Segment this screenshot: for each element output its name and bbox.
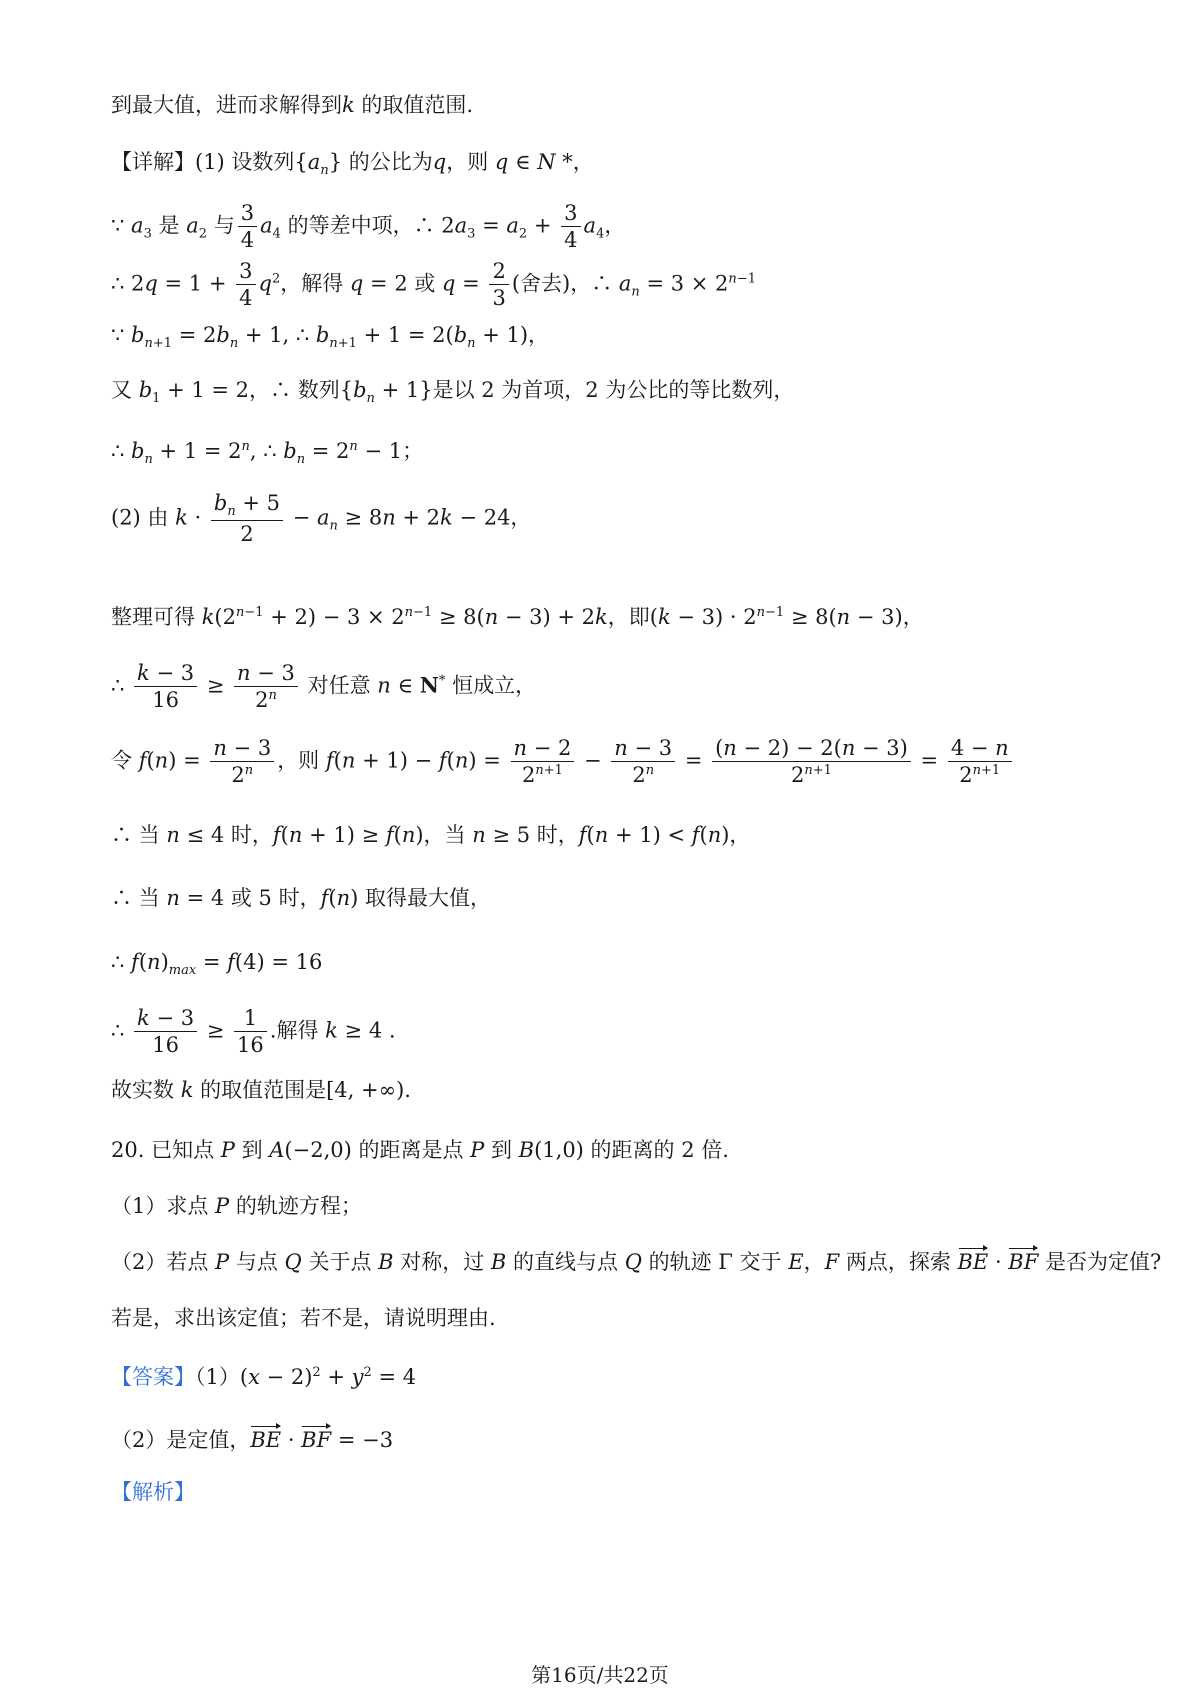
text-line-10: ∴ $\frac{k - 3}{16}$ ≥ $\frac{n - 3}{2^n}$ 对任意 n ∈ N* 恒成立，: [111, 661, 537, 713]
question-20-part-1: （1）求点 P 的轨迹方程；: [111, 1194, 362, 1218]
question-20-part-2-cont: 若是，求出该定值；若不是，请说明理由.: [111, 1306, 496, 1330]
text-line-1: 到最大值，进而求解得到k 的取值范围.: [111, 93, 474, 117]
text-line-8: (2) 由 k · $\frac{b_n + 5}{2}$ − $a_n \ge 8n + 2k - 24$，: [111, 491, 532, 547]
analysis-tag: 【解析】: [111, 1480, 195, 1504]
text-line-14: ∴ $f(n)_{max} = f(4) = 16$: [111, 950, 323, 979]
analysis-tag-line: [111, 1482, 195, 1503]
answer-tag: 【答案】: [111, 1365, 195, 1389]
answer-line-2: （2）是定值，BE · BF = −3: [111, 1428, 394, 1452]
text-line-9: 整理可得 $k(2^{n-1} + 2) - 3 \times 2^{n-1} \ge 8(n - 3) + 2k$，即$(k - 3) \cdot 2^{n-1} \ge 8(n - 3)$，: [111, 605, 924, 629]
text-line-4: ∴ 2q = 1 + $\frac{3}{4}$ $q^2$，解得 q = 2 或 q = $\frac{2}{3}$ (舍去)，∴ $a_n = 3 \times 2^{n-1}$: [111, 259, 756, 311]
text-line-15: ∴ $\frac{k - 3}{16}$ ≥ $\frac{1}{16}$ .解得 k ≥ 4 .: [111, 1006, 396, 1058]
text-line-6: 又 $b_1 + 1 = 2$，∴ 数列$\{b_n + 1\}$是以 2 为首项，2 为公比的等比数列，: [111, 378, 795, 407]
page-footer: 第16页/共22页: [531, 1663, 669, 1687]
text-line-12: ∴ 当 n ≤ 4 时，f(n + 1) ≥ f(n)，当 n ≥ 5 时，f(n + 1) < f(n)，: [111, 823, 751, 847]
text-line-13: ∴ 当 n = 4 或 5 时，f(n) 取得最大值，: [111, 886, 491, 910]
text-line-16: 故实数 k 的取值范围是[4, +∞).: [111, 1078, 411, 1102]
text-line-3: ∵ $a_3$ 是 $a_2$ 与 $\frac{3}{4}$ $a_4$ 的等差中项，∴ $2a_3 = a_2$ + $\frac{3}{4}$ $a_4$，: [111, 201, 626, 253]
text-line-11: 令 f(n) = $\frac{n - 3}{2^n}$ ，则 f(n + 1) − f(n) = $\frac{n - 2}{2^{n+1}}$ − $\frac{n - 3}{2^n}$ = $\frac{(n - 2) - 2(n - 3)}{2^{n+1}}$ = $\frac{4 - n}{2^{n+1}}$: [111, 735, 1015, 789]
text-line-5: ∵ $b_{n+1} = 2b_n + 1$, ∴ $b_{n+1} + 1 = 2(b_n + 1)$，: [111, 323, 550, 352]
answer-line-1: 【答案】$(1)(x - 2)^2 + y^2 = 4$: [111, 1365, 417, 1389]
text-line-2: 【详解】(1) 设数列$\{a_n\}$ 的公比为q，则 q ∈ N *，: [111, 150, 594, 179]
question-20: 20. 已知点 P 到 A(−2,0) 的距离是点 P 到 B(1,0) 的距离的 2 倍.: [111, 1138, 729, 1162]
text-line-7: ∴ $b_n + 1 = 2^n$, ∴ $b_n = 2^n - 1$；: [111, 439, 424, 468]
question-20-part-2: （2）若点 P 与点 Q 关于点 B 对称，过 B 的直线与点 Q 的轨迹 Γ 交于 E，F 两点，探索 BE · BF 是否为定值?: [111, 1250, 1162, 1274]
